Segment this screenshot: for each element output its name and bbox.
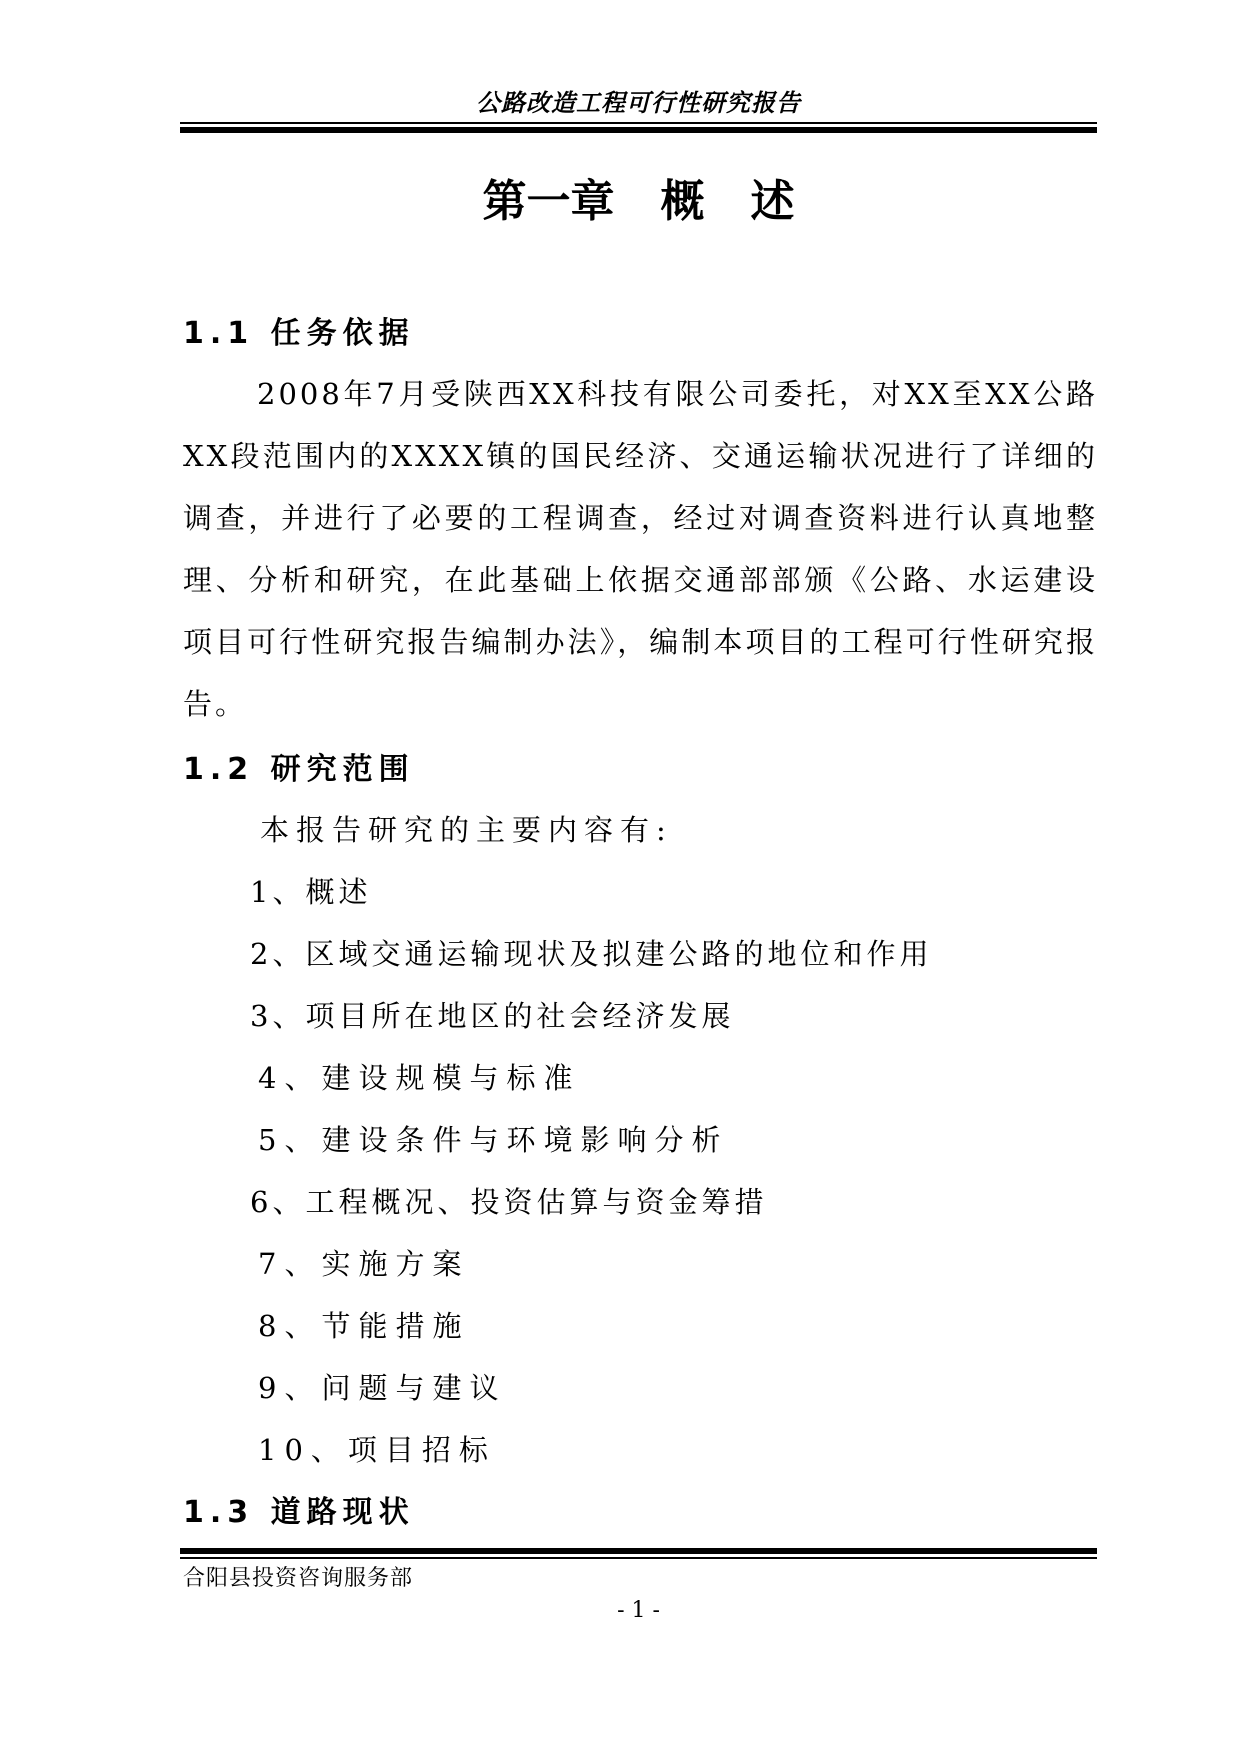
list-item: 5、建设条件与环境影响分析 [258, 1123, 729, 1157]
section-heading-1-3: 1.3 道路现状 [183, 1495, 415, 1530]
chapter-title: 第一章 概 述 [482, 176, 795, 227]
section-heading-1-1: 1.1 任务依据 [183, 316, 415, 351]
section-1-2-intro: 本报告研究的主要内容有: [260, 813, 673, 847]
list-item: 10、项目招标 [258, 1433, 496, 1467]
footer-rule-thin [180, 1557, 1097, 1559]
footer-rule-thick [180, 1548, 1097, 1554]
list-item: 9、问题与建议 [258, 1371, 507, 1405]
running-header-title: 公路改造工程可行性研究报告 [476, 88, 801, 117]
list-item: 6、工程概况、投资估算与资金筹措 [250, 1185, 768, 1219]
list-item: 1、概述 [250, 875, 372, 909]
header-rule-thick [180, 127, 1097, 133]
list-item: 2、区域交通运输现状及拟建公路的地位和作用 [250, 937, 933, 971]
list-item: 8、节能措施 [258, 1309, 470, 1343]
footer-organization: 合阳县投资咨询服务部 [183, 1566, 414, 1591]
section-heading-1-2: 1.2 研究范围 [183, 752, 415, 787]
list-item: 3、项目所在地区的社会经济发展 [250, 999, 735, 1033]
list-item: 4、建设规模与标准 [258, 1061, 581, 1095]
section-1-1-paragraph: 2008年7月受陕西XX科技有限公司委托，对XX至XX公路XX段范围内的XXXX镇的国民经济、交通运输状况进行了详细的调查，并进行了必要的工程调查，经过对调查资料进行认真地整理、分析和研究，在此基础上依据交通部部颁《公路、水运建设项目可行性研究报告编制办法》，编制本项目的工程可行性研究报告。 [183, 377, 1098, 721]
header-rule-thin [180, 122, 1097, 124]
page-number: - 1 - [617, 1598, 660, 1623]
list-item: 7、实施方案 [258, 1247, 470, 1281]
